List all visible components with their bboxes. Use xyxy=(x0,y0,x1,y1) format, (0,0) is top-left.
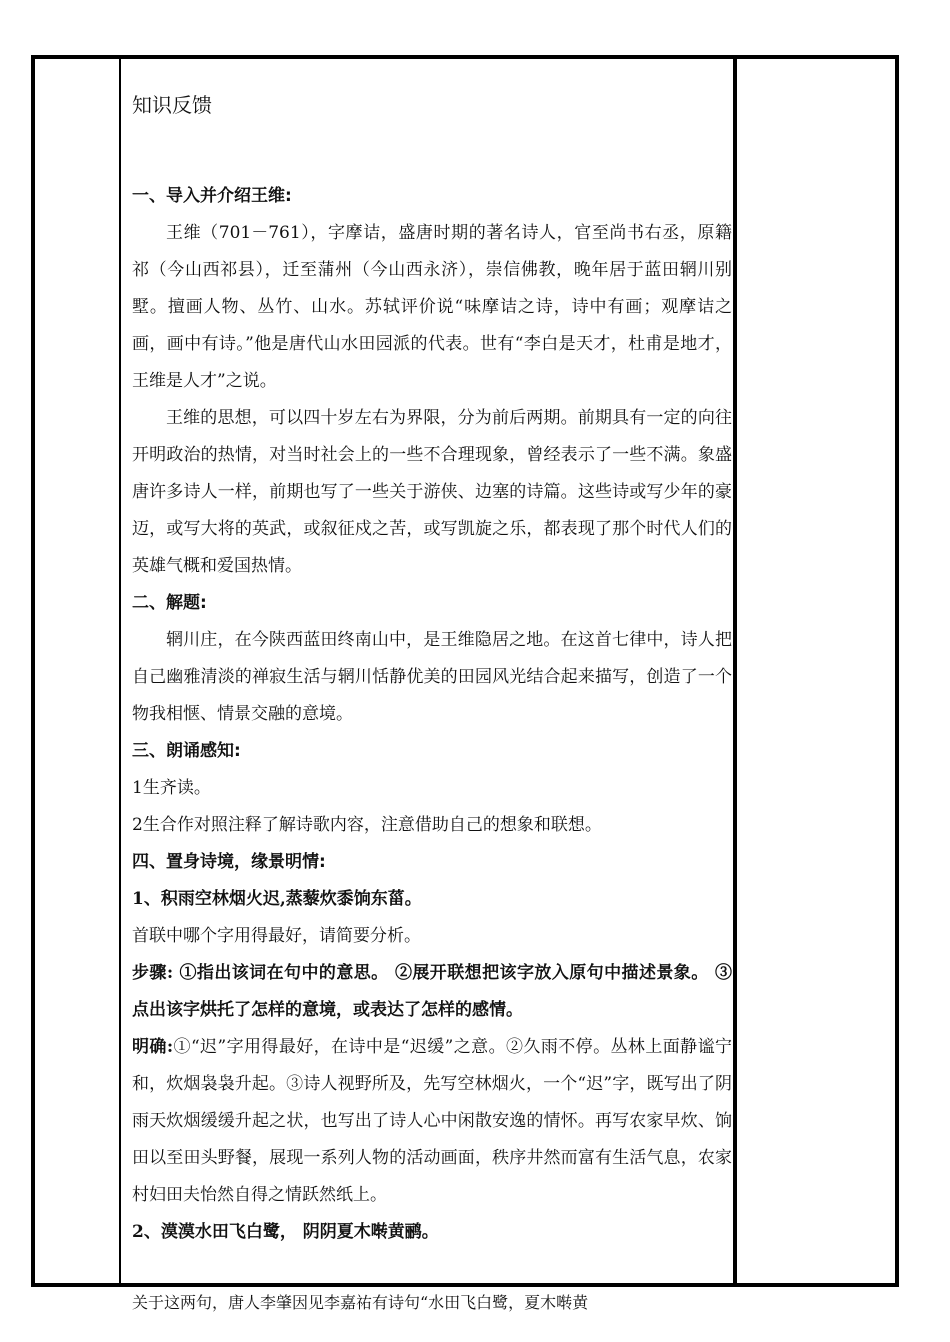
clarify-paragraph xyxy=(132,1029,732,1214)
poem-line: 2、漠漠水田飞白鹭， 阴阴夏木啭黄鹂。 xyxy=(132,1222,439,1242)
question: 首联中哪个字用得最好，请简要分析。 xyxy=(132,926,421,946)
clarify-label: 明确: xyxy=(132,1037,174,1057)
cut-off-paragraph: 关于这两句，唐人李肇因见李嘉祐有诗句“水田飞白鹭，夏木啭黄 xyxy=(132,1293,589,1312)
section-heading: 三、朗诵感知: xyxy=(132,741,241,761)
page-title: 知识反馈 xyxy=(132,93,212,117)
paragraph: 辋川庄，在今陕西蓝田终南山中，是王维隐居之地。在这首七律中，诗人把自己幽雅清淡的禅寂生活与辋川恬静优美的田园风光结合起来描写，创造了一个物我相惬、情景交融的意境。 xyxy=(132,630,732,724)
paragraph: 王维（701－761），字摩诘，盛唐时期的著名诗人，官至尚书右丞，原籍祁（今山西祁县），迁至蒲州（今山西永济），崇信佛教，晚年居于蓝田辋川别墅。擅画人物、丛竹、山水。苏轼评价说“味摩诘之诗，诗中有画；观摩诘之画，画中有诗。”他是唐代山水田园派的代表。世有“李白是天才，杜甫是地才，王维是人才”之说。 xyxy=(132,223,732,391)
list-item: 1生齐读。 xyxy=(132,778,211,798)
paragraph: 王维的思想，可以四十岁左右为界限，分为前后两期。前期具有一定的向往开明政治的热情，对当时社会上的一些不合理现象，曾经表示了一些不满。象盛唐许多诗人一样，前期也写了一些关于游侠、边塞的诗篇。这些诗或写少年的豪迈，或写大将的英武，或叙征戍之苦，或写凯旋之乐，都表现了那个时代人们的英雄气概和爱国热情。 xyxy=(132,408,732,576)
section-heading: 一、导入并介绍王维: xyxy=(132,186,292,206)
list-item: 2生合作对照注释了解诗歌内容，注意借助自己的想象和联想。 xyxy=(132,815,602,835)
section-heading: 四、置身诗境，缘景明情: xyxy=(132,852,326,872)
main-content xyxy=(132,90,732,1251)
clarify-text: ①“迟”字用得最好，在诗中是“迟缓”之意。②久雨不停。丛林上面静谧宁和，炊烟袅袅升起。③诗人视野所及，先写空林烟火，一个“迟”字，既写出了阴雨天炊烟缓缓升起之状，也写出了诗人心中闲散安逸的情怀。再写农家早炊、饷田以至田头野餐，展现一系列人物的活动画面，秩序井然而富有生活气息，农家村妇田夫怡然自得之情跃然纸上。 xyxy=(132,1037,732,1205)
column-divider-left xyxy=(119,59,121,1283)
column-divider-right xyxy=(733,59,737,1283)
overflow-text xyxy=(132,1288,732,1342)
section-heading: 二、解题: xyxy=(132,593,207,613)
steps: 步骤: ①指出该词在句中的意思。 ②展开联想把该字放入原句中描述景象。 ③点出该字烘托了怎样的意境，或表达了怎样的感情。 xyxy=(132,963,732,1020)
poem-line: 1、积雨空林烟火迟,蒸藜炊黍饷东菑。 xyxy=(132,889,422,909)
